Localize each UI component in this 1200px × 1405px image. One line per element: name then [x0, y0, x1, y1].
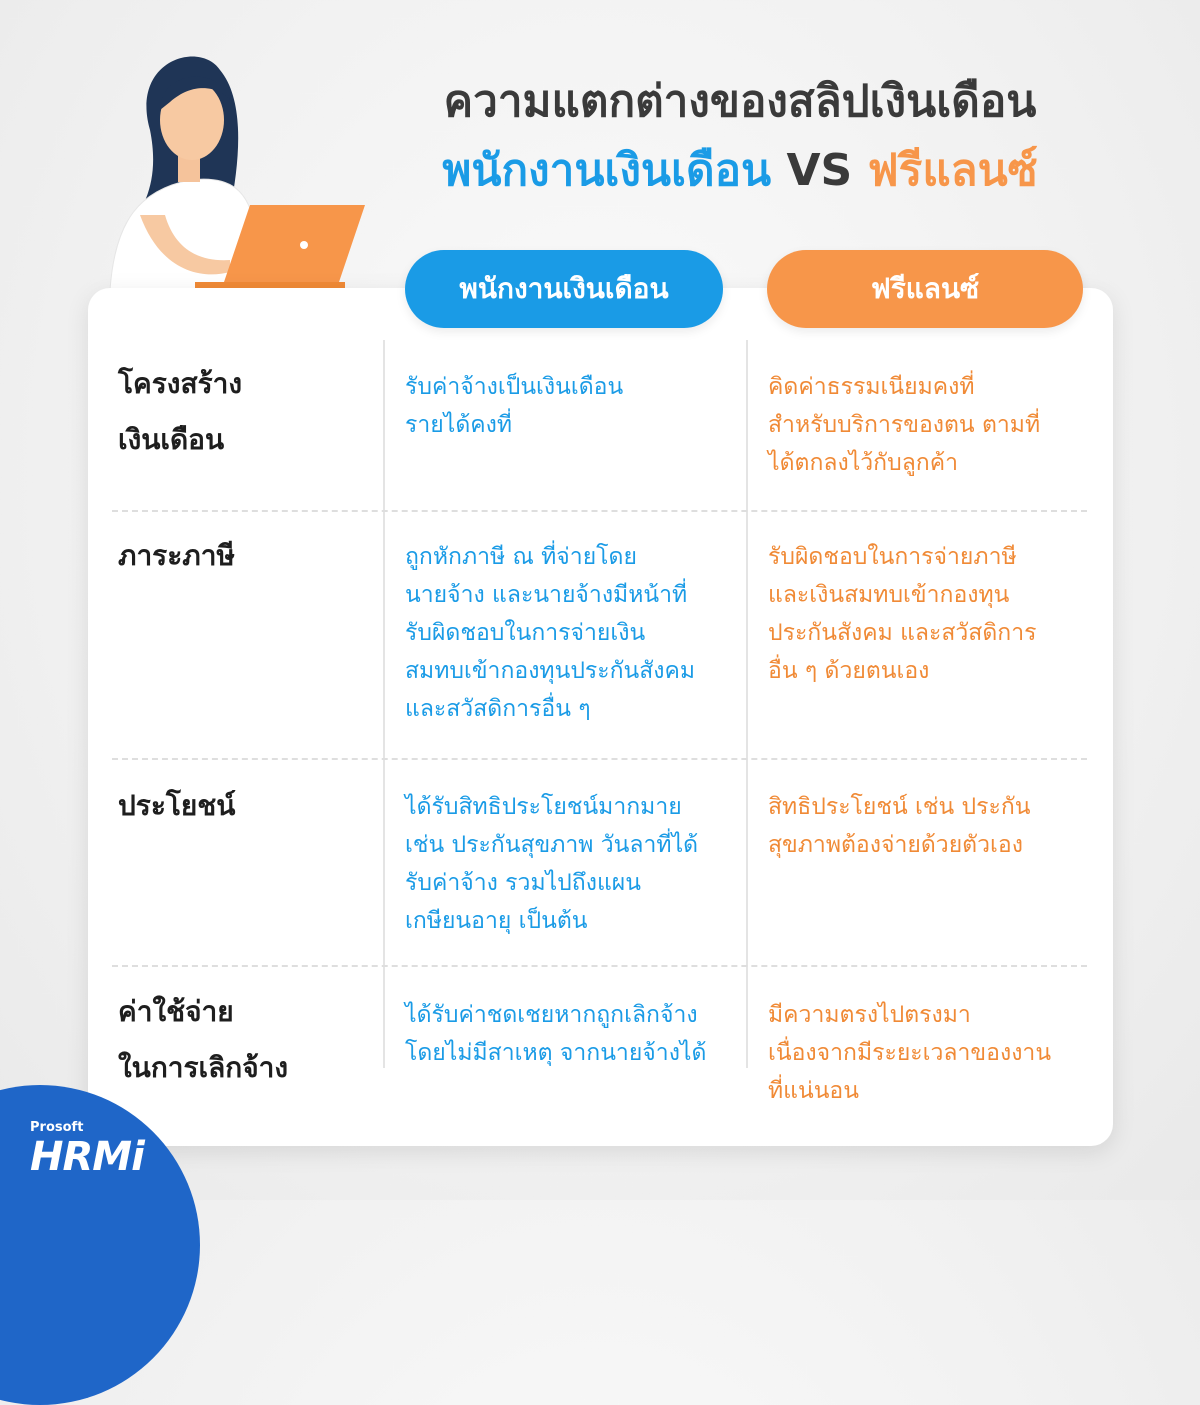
row-label-line: ภาระภาษี	[118, 539, 235, 572]
cell-line: สมทบเข้ากองทุนประกันสังคม	[405, 658, 696, 684]
cell-line: เนื่องจากมีระยะเวลาของงาน	[768, 1040, 1052, 1066]
cell-employee-salary-structure	[405, 368, 735, 444]
row-divider-2	[112, 758, 1087, 760]
cell-line: สำหรับบริการของตน ตามที่	[768, 412, 1041, 438]
logo-small-text: Prosoft	[30, 1120, 84, 1135]
cell-line: เช่น ประกันสุขภาพ วันลาที่ได้	[405, 832, 699, 858]
cell-line: รับค่าจ้าง รวมไปถึงแผน	[405, 870, 641, 896]
title-vs: VS	[786, 145, 853, 196]
row-label-tax	[118, 528, 235, 584]
title-line-1: ความแตกต่างของสลิปเงินเดือน	[443, 76, 1037, 127]
cell-line: รับผิดชอบในการจ่ายเงิน	[405, 620, 646, 646]
row-label-salary-structure	[118, 356, 242, 468]
row-label-line: ประโยชน์	[118, 789, 236, 822]
row-label-benefits	[118, 778, 235, 834]
cell-line: ได้รับสิทธิประโยชน์มากมาย	[405, 794, 682, 820]
cell-freelance-termination	[768, 996, 1088, 1110]
cell-freelance-salary-structure	[768, 368, 1088, 482]
cell-employee-termination	[405, 996, 735, 1072]
column-divider-1	[383, 340, 385, 1068]
row-label-line: โครงสร้าง	[118, 367, 243, 400]
cell-line: สุขภาพต้องจ่ายด้วยตัวเอง	[768, 832, 1023, 858]
cell-line: และเงินสมทบเข้ากองทุน	[768, 582, 1010, 608]
cell-line: ได้ตกลงไว้กับลูกค้า	[768, 450, 959, 476]
row-label-line: ค่าใช้จ่าย	[118, 995, 234, 1028]
cell-line: สิทธิประโยชน์ เช่น ประกัน	[768, 794, 1031, 820]
cell-line: อื่น ๆ ด้วยตนเอง	[768, 658, 930, 684]
cell-line: รับค่าจ้างเป็นเงินเดือน	[405, 374, 624, 400]
column-header-employee: พนักงานเงินเดือน	[405, 250, 723, 328]
cell-employee-tax	[405, 538, 735, 728]
cell-line: มีความตรงไปตรงมา	[768, 1002, 971, 1028]
title-line-2	[380, 136, 1100, 206]
cell-line: รับผิดชอบในการจ่ายภาษี	[768, 544, 1017, 570]
cell-freelance-benefits	[768, 788, 1088, 864]
cell-line: รายได้คงที่	[405, 412, 513, 438]
cell-line: นายจ้าง และนายจ้างมีหน้าที่	[405, 582, 688, 608]
page-title	[380, 72, 1100, 206]
cell-line: ที่แน่นอน	[768, 1078, 859, 1104]
prosoft-hrmi-logo	[30, 1120, 144, 1179]
cell-line: และสวัสดิการอื่น ๆ	[405, 696, 591, 722]
cell-line: ได้รับค่าชดเชยหากถูกเลิกจ้าง	[405, 1002, 698, 1028]
title-freelance: ฟรีแลนซ์	[867, 145, 1038, 196]
row-label-line: ในการเลิกจ้าง	[118, 1051, 289, 1084]
cell-line: เกษียนอายุ เป็นต้น	[405, 908, 588, 934]
title-employee: พนักงานเงินเดือน	[442, 145, 772, 196]
row-divider-1	[112, 510, 1087, 512]
row-divider-3	[112, 965, 1087, 967]
cell-line: โดยไม่มีสาเหตุ จากนายจ้างได้	[405, 1040, 707, 1066]
cell-employee-benefits	[405, 788, 735, 940]
cell-line: คิดค่าธรรมเนียมคงที่	[768, 374, 975, 400]
column-header-freelance: ฟรีแลนซ์	[767, 250, 1083, 328]
cell-freelance-tax	[768, 538, 1088, 690]
cell-line: ถูกหักภาษี ณ ที่จ่ายโดย	[405, 544, 637, 570]
row-label-termination	[118, 984, 288, 1096]
logo-big-text: HRMi	[30, 1134, 144, 1180]
column-divider-2	[746, 340, 748, 1068]
cell-line: ประกันสังคม และสวัสดิการ	[768, 620, 1037, 646]
woman-with-laptop-illustration	[80, 40, 380, 300]
row-label-line: เงินเดือน	[118, 423, 225, 456]
